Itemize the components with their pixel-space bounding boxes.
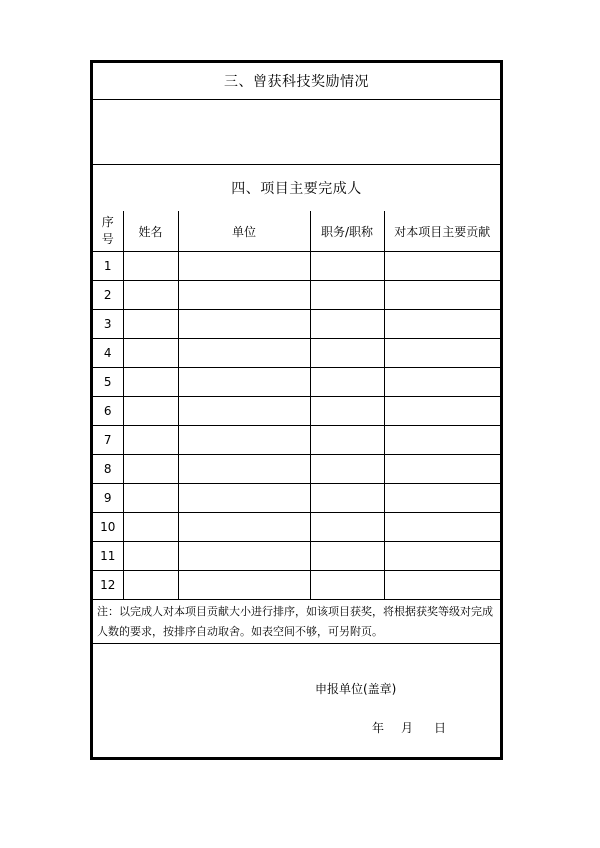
name-cell[interactable] bbox=[123, 339, 178, 368]
contribution-cell[interactable] bbox=[384, 571, 500, 600]
date-day-label: 日 bbox=[434, 721, 447, 735]
row-index: 5 bbox=[93, 368, 123, 397]
contribution-cell[interactable] bbox=[384, 339, 500, 368]
awards-content-area[interactable] bbox=[93, 100, 500, 164]
contribution-cell[interactable] bbox=[384, 513, 500, 542]
position-cell[interactable] bbox=[310, 542, 384, 571]
position-cell[interactable] bbox=[310, 368, 384, 397]
row-index: 7 bbox=[93, 426, 123, 455]
position-cell[interactable] bbox=[310, 426, 384, 455]
unit-cell[interactable] bbox=[178, 455, 310, 484]
unit-cell[interactable] bbox=[178, 368, 310, 397]
unit-cell[interactable] bbox=[178, 542, 310, 571]
date-year-label: 年 bbox=[372, 721, 385, 735]
table-row bbox=[93, 368, 500, 397]
header-index: 序号 bbox=[93, 211, 123, 252]
row-index: 12 bbox=[93, 571, 123, 600]
row-index: 11 bbox=[93, 542, 123, 571]
table-row bbox=[93, 455, 500, 484]
name-cell[interactable] bbox=[123, 310, 178, 339]
note-text: 注：以完成人对本项目贡献大小进行排序，如该项目获奖，将根据获奖等级对完成人数的要求，按排序自动取舍。如表空间不够，可另附页。 bbox=[97, 605, 493, 638]
row-index: 3 bbox=[93, 310, 123, 339]
unit-cell[interactable] bbox=[178, 252, 310, 281]
row-index: 6 bbox=[93, 397, 123, 426]
contribution-cell[interactable] bbox=[384, 397, 500, 426]
name-cell[interactable] bbox=[123, 397, 178, 426]
position-cell[interactable] bbox=[310, 339, 384, 368]
position-cell[interactable] bbox=[310, 484, 384, 513]
table-row bbox=[93, 484, 500, 513]
row-index: 4 bbox=[93, 339, 123, 368]
unit-cell[interactable] bbox=[178, 513, 310, 542]
position-cell[interactable] bbox=[310, 310, 384, 339]
table-header-row bbox=[93, 211, 500, 252]
name-cell[interactable] bbox=[123, 571, 178, 600]
name-cell[interactable] bbox=[123, 426, 178, 455]
position-cell[interactable] bbox=[310, 397, 384, 426]
unit-cell[interactable] bbox=[178, 484, 310, 513]
table-row bbox=[93, 542, 500, 571]
section4-title: 四、项目主要完成人 bbox=[231, 181, 362, 197]
row-index: 2 bbox=[93, 281, 123, 310]
contribution-cell[interactable] bbox=[384, 310, 500, 339]
contribution-cell[interactable] bbox=[384, 484, 500, 513]
table-row bbox=[93, 310, 500, 339]
row-index: 10 bbox=[93, 513, 123, 542]
completers-table bbox=[93, 211, 500, 600]
table-row bbox=[93, 426, 500, 455]
name-cell[interactable] bbox=[123, 281, 178, 310]
table-row bbox=[93, 397, 500, 426]
contribution-cell[interactable] bbox=[384, 368, 500, 397]
unit-cell[interactable] bbox=[178, 426, 310, 455]
contribution-cell[interactable] bbox=[384, 542, 500, 571]
row-index: 8 bbox=[93, 455, 123, 484]
contribution-cell[interactable] bbox=[384, 426, 500, 455]
declarer-seal-label: 申报单位(盖章) bbox=[315, 682, 397, 696]
table-row bbox=[93, 571, 500, 600]
header-position: 职务/职称 bbox=[310, 211, 384, 252]
unit-cell[interactable] bbox=[178, 397, 310, 426]
table-row bbox=[93, 339, 500, 368]
name-cell[interactable] bbox=[123, 484, 178, 513]
name-cell[interactable] bbox=[123, 455, 178, 484]
row-index: 9 bbox=[93, 484, 123, 513]
unit-cell[interactable] bbox=[178, 571, 310, 600]
table-row bbox=[93, 281, 500, 310]
header-unit: 单位 bbox=[178, 211, 310, 252]
unit-cell[interactable] bbox=[178, 310, 310, 339]
header-contribution: 对本项目主要贡献 bbox=[384, 211, 500, 252]
date-month-label: 月 bbox=[401, 721, 414, 735]
row-index: 1 bbox=[93, 252, 123, 281]
position-cell[interactable] bbox=[310, 571, 384, 600]
contribution-cell[interactable] bbox=[384, 281, 500, 310]
contribution-cell[interactable] bbox=[384, 455, 500, 484]
name-cell[interactable] bbox=[123, 542, 178, 571]
application-form bbox=[90, 60, 503, 760]
table-row bbox=[93, 252, 500, 281]
contribution-cell[interactable] bbox=[384, 252, 500, 281]
name-cell[interactable] bbox=[123, 513, 178, 542]
divider bbox=[93, 643, 500, 644]
unit-cell[interactable] bbox=[178, 339, 310, 368]
position-cell[interactable] bbox=[310, 252, 384, 281]
position-cell[interactable] bbox=[310, 281, 384, 310]
position-cell[interactable] bbox=[310, 455, 384, 484]
table-row bbox=[93, 513, 500, 542]
name-cell[interactable] bbox=[123, 368, 178, 397]
position-cell[interactable] bbox=[310, 513, 384, 542]
header-name: 姓名 bbox=[123, 211, 178, 252]
unit-cell[interactable] bbox=[178, 281, 310, 310]
section3-title: 三、曾获科技奖励情况 bbox=[224, 74, 369, 90]
name-cell[interactable] bbox=[123, 252, 178, 281]
